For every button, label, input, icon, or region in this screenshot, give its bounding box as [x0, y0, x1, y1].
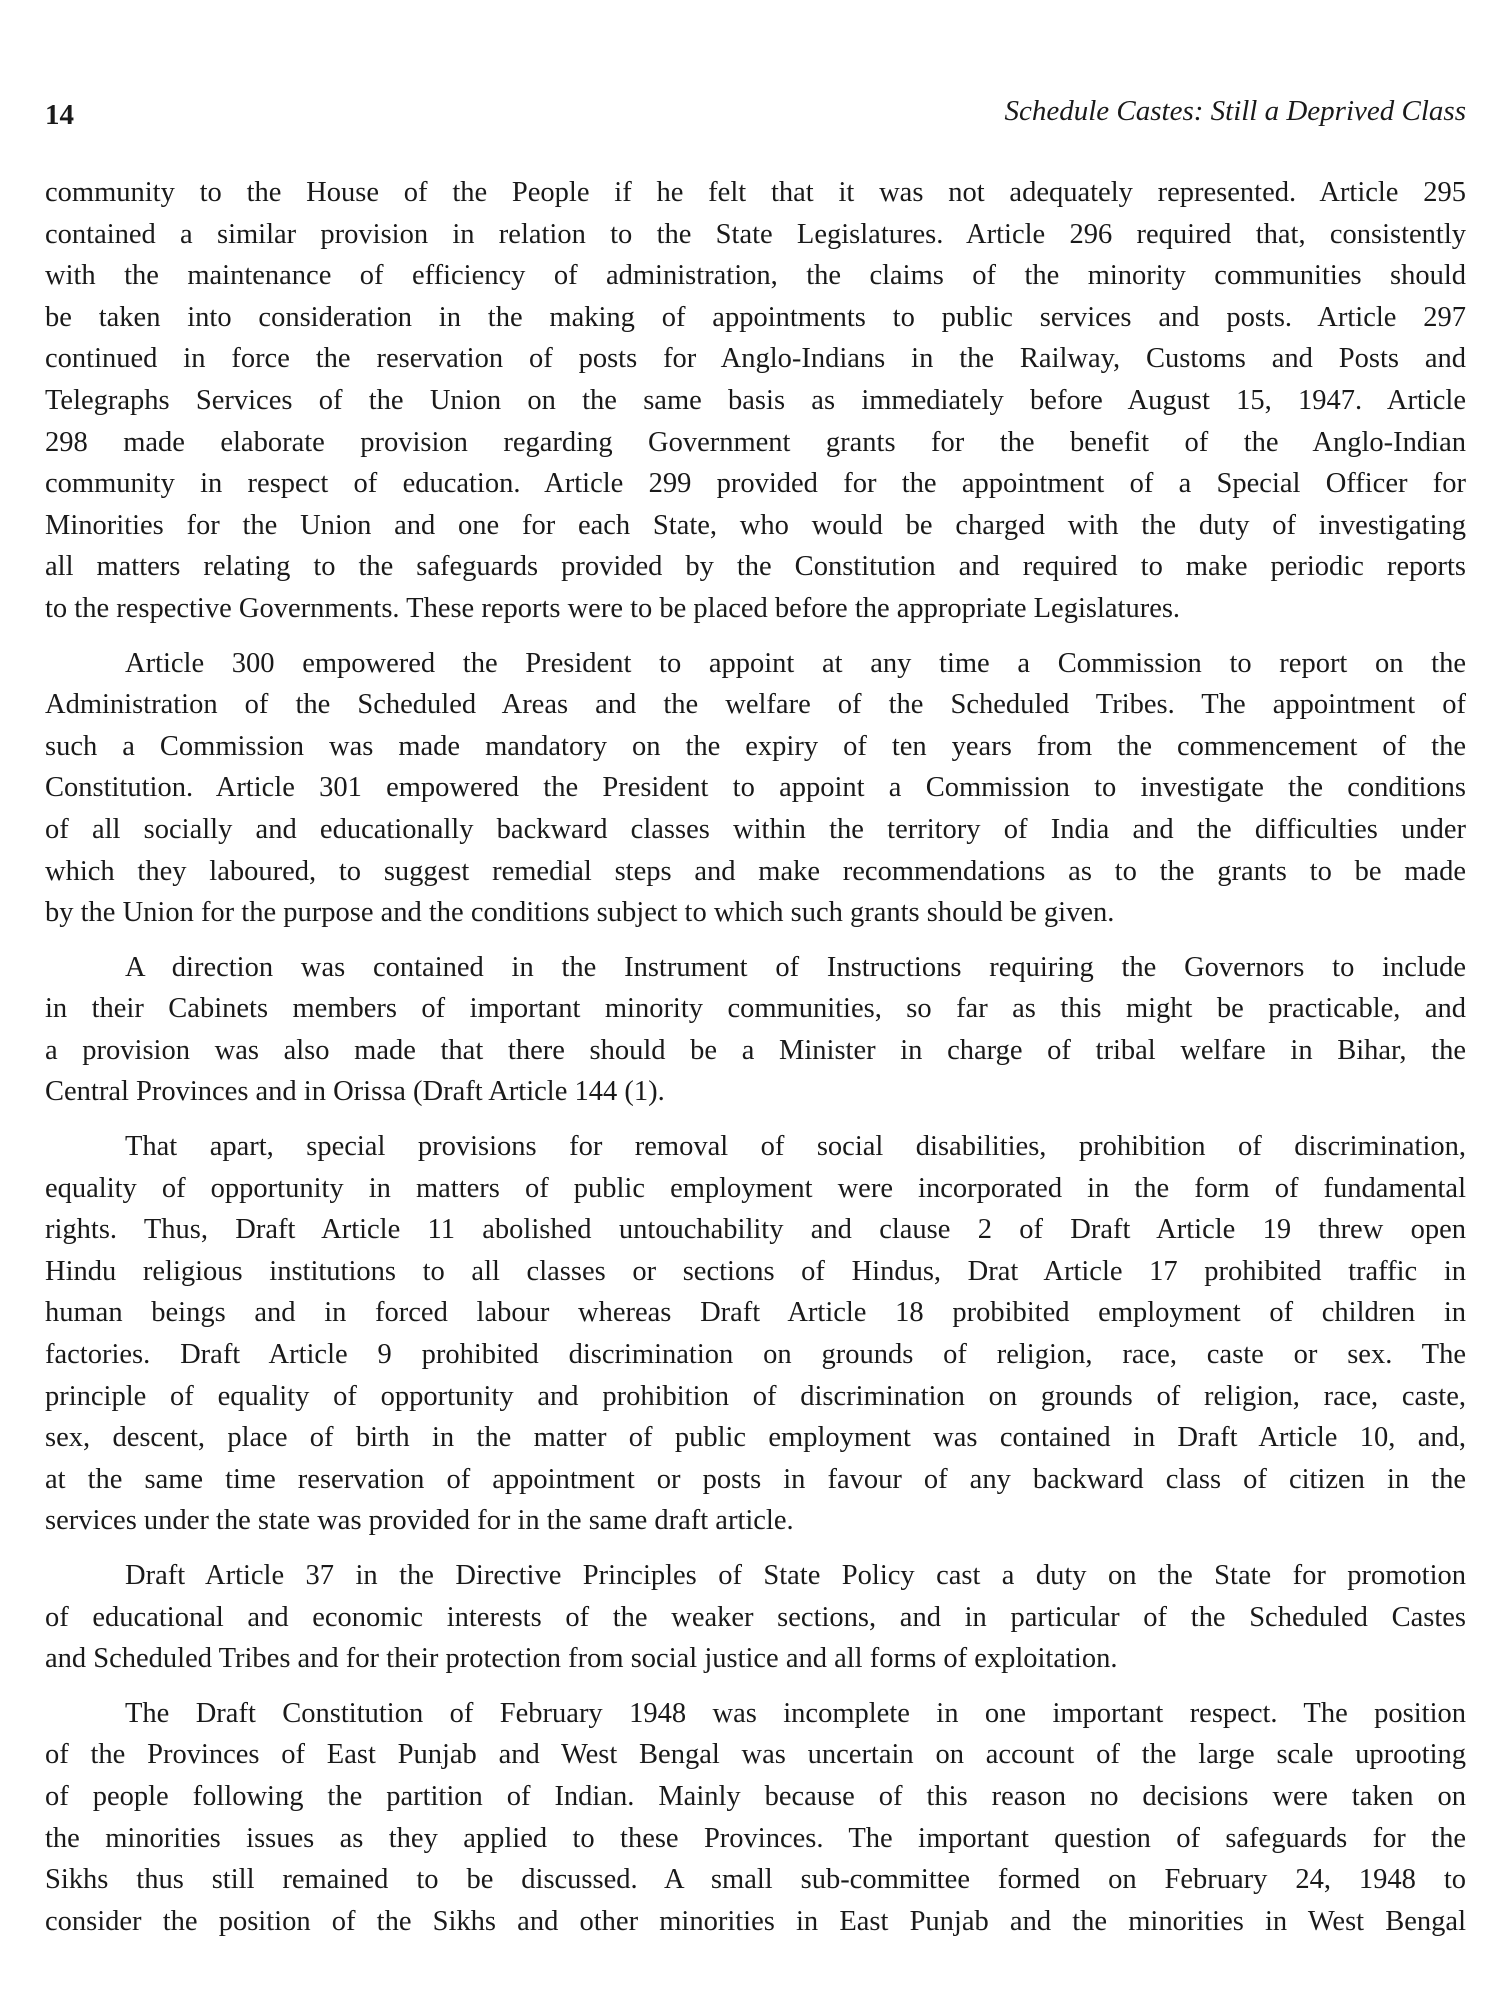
text-line: Hindu religious institutions to all classes or sections of Hindus, Drat Article 17 prohibited traffic in — [45, 1255, 1466, 1287]
paragraph — [45, 1555, 1466, 1680]
text-line: consider the position of the Sikhs and other minorities in East Punjab and the minorities in West Bengal — [45, 1905, 1466, 1937]
text-line: continued in force the reservation of posts for Anglo-Indians in the Railway, Customs and Posts and — [45, 343, 1466, 375]
text-line: such a Commission was made mandatory on the expiry of ten years from the commencement of the — [45, 730, 1466, 762]
paragraph — [45, 643, 1466, 934]
text-line: Constitution. Article 301 empowered the President to appoint a Commission to investigate the conditions — [45, 772, 1466, 804]
text-line: of the Provinces of East Punjab and West Bengal was uncertain on account of the large scale uprooting — [45, 1739, 1466, 1771]
text-line: Telegraphs Services of the Union on the same basis as immediately before August 15, 1947. Article — [45, 384, 1466, 416]
text-line: of people following the partition of Indian. Mainly because of this reason no decisions were taken on — [45, 1780, 1466, 1812]
text-line: by the Union for the purpose and the conditions subject to which such grants should be given. — [45, 897, 1115, 929]
text-line: Minorities for the Union and one for each State, who would be charged with the duty of investigating — [45, 509, 1466, 541]
text-line: a provision was also made that there should be a Minister in charge of tribal welfare in Bihar, the — [45, 1034, 1466, 1066]
paragraph — [45, 172, 1466, 630]
text-line: and Scheduled Tribes and for their protection from social justice and all forms of exploitation. — [45, 1643, 1118, 1675]
page-header — [45, 95, 1466, 135]
text-line: Draft Article 37 in the Directive Principles of State Policy cast a duty on the State for promotion — [125, 1560, 1466, 1591]
text-line: the minorities issues as they applied to these Provinces. The important question of safeguards for the — [45, 1822, 1466, 1854]
text-line: of all socially and educationally backward classes within the territory of India and the difficulties under — [45, 813, 1466, 845]
text-line: Administration of the Scheduled Areas and the welfare of the Scheduled Tribes. The appointment of — [45, 689, 1466, 721]
text-line: to the respective Governments. These reports were to be placed before the appropriate Legislatures. — [45, 592, 1181, 624]
text-line: at the same time reservation of appointment or posts in favour of any backward class of citizen in the — [45, 1463, 1466, 1495]
running-title: Schedule Castes: Still a Deprived Class — [1004, 95, 1466, 127]
text-line: Central Provinces and in Orissa (Draft Article 144 (1). — [45, 1076, 665, 1108]
text-line: in their Cabinets members of important minority communities, so far as this might be practicable, and — [45, 993, 1466, 1025]
text-line: 298 made elaborate provision regarding Government grants for the benefit of the Anglo-Indian — [45, 426, 1466, 458]
text-line: human beings and in forced labour whereas Draft Article 18 probibited employment of children in — [45, 1297, 1466, 1329]
text-line: A direction was contained in the Instrument of Instructions requiring the Governors to include — [125, 951, 1466, 983]
body-text — [45, 172, 1466, 1955]
page-number: 14 — [45, 99, 74, 131]
text-line: equality of opportunity in matters of public employment were incorporated in the form of fundamental — [45, 1172, 1466, 1204]
text-line: That apart, special provisions for removal of social disabilities, prohibition of discrimination, — [125, 1131, 1466, 1163]
paragraph — [45, 1693, 1466, 1943]
paragraph — [45, 1126, 1466, 1542]
text-line: factories. Draft Article 9 prohibited discrimination on grounds of religion, race, caste or sex. The — [45, 1339, 1466, 1371]
text-line: of educational and economic interests of the weaker sections, and in particular of the Scheduled Castes — [45, 1601, 1466, 1633]
text-line: sex, descent, place of birth in the matter of public employment was contained in Draft Article 10, and, — [45, 1422, 1466, 1454]
text-line: which they laboured, to suggest remedial steps and make recommendations as to the grants to be made — [45, 855, 1466, 887]
text-line: community in respect of education. Article 299 provided for the appointment of a Special Officer for — [45, 468, 1466, 500]
text-line: The Draft Constitution of February 1948 was incomplete in one important respect. The position — [125, 1697, 1466, 1729]
text-line: contained a similar provision in relation to the State Legislatures. Article 296 required that, consistently — [45, 218, 1466, 250]
text-line: all matters relating to the safeguards provided by the Constitution and required to make periodic reports — [45, 551, 1466, 583]
text-line: community to the House of the People if he felt that it was not adequately represented. Article 295 — [45, 177, 1466, 208]
paragraph — [45, 947, 1466, 1113]
text-line: be taken into consideration in the making of appointments to public services and posts. Article 297 — [45, 301, 1466, 333]
text-line: rights. Thus, Draft Article 11 abolished untouchability and clause 2 of Draft Article 19 threw open — [45, 1214, 1466, 1246]
text-line: Sikhs thus still remained to be discussed. A small sub-committee formed on February 24, 1948 to — [45, 1864, 1466, 1896]
text-line: Article 300 empowered the President to appoint at any time a Commission to report on the — [125, 647, 1466, 679]
text-line: with the maintenance of efficiency of administration, the claims of the minority communities should — [45, 260, 1466, 292]
text-line: principle of equality of opportunity and prohibition of discrimination on grounds of religion, race, caste, — [45, 1380, 1466, 1412]
text-line: services under the state was provided for in the same draft article. — [45, 1505, 794, 1537]
